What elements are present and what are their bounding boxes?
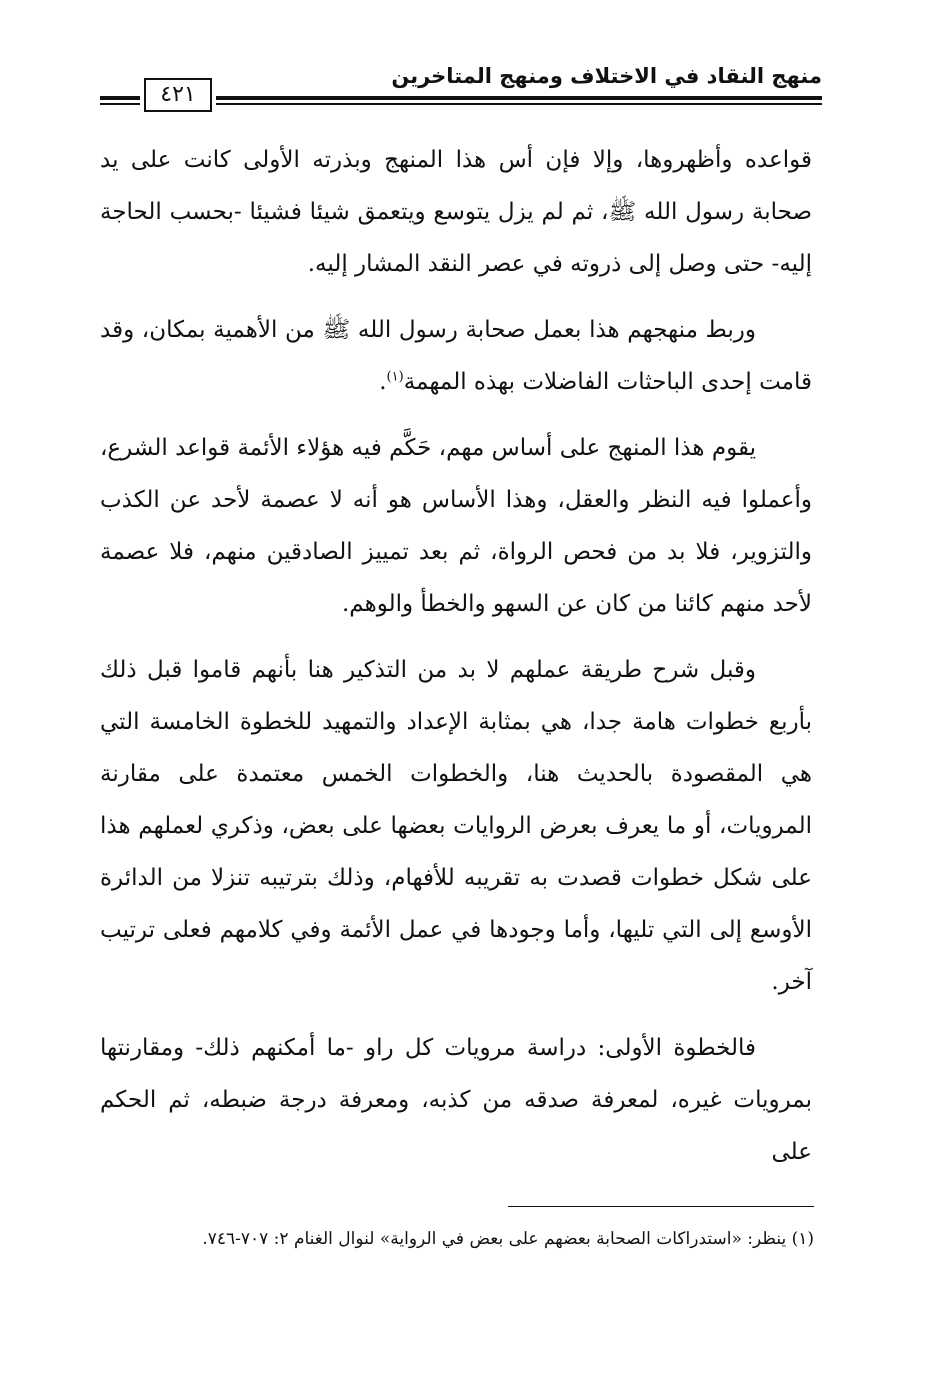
main-text bbox=[100, 134, 812, 1192]
footnote-reference[interactable]: (١) bbox=[386, 369, 404, 385]
header-rule-left-thick bbox=[100, 96, 140, 100]
page-number: ٤٢١ bbox=[144, 78, 212, 112]
paragraph-text: وربط منهجهم هذا بعمل صحابة رسول الله ﷺ من الأهمية بمكان، وقد قامت إحدى الباحثات الفاضلات بهذه المهمة bbox=[100, 317, 812, 395]
header-rule-left-thin bbox=[100, 103, 140, 105]
running-header bbox=[100, 58, 822, 120]
running-title: منهج النقاد في الاختلاف ومنهج المتاخرين bbox=[391, 64, 822, 88]
header-rule-right-thin bbox=[216, 103, 822, 105]
paragraph: قواعده وأظهروها، وإلا فإن أس هذا المنهج وبذرته الأولى كانت على يد صحابة رسول الله ﷺ، ثم لم يزل يتوسع ويتعمق شيئا فشيئا -بحسب الحاجة إليه- حتى وصل إلى ذروته في عصر النقد المشار إليه. bbox=[100, 147, 812, 277]
paragraph-end: . bbox=[379, 369, 387, 395]
paragraph bbox=[100, 304, 812, 408]
header-rule-right-thick bbox=[216, 96, 822, 100]
footnote-separator bbox=[508, 1206, 814, 1207]
paragraph: يقوم هذا المنهج على أساس مهم، حَكَّم فيه هؤلاء الأئمة قواعد الشرع، وأعملوا فيه النظر والعقل، وهذا الأساس هو أنه لا عصمة لأحد عن الكذب والتزوير، فلا بد من فحص الرواة، ثم بعد تمييز الصادقين منهم، فلا عصمة لأحد منهم كائنا من كان عن السهو والخطأ والوهم. bbox=[100, 435, 812, 617]
paragraph: وقبل شرح طريقة عملهم لا بد من التذكير هنا بأنهم قاموا قبل ذلك بأربع خطوات هامة جدا، هي بمثابة الإعداد والتمهيد للخطوة الخامسة التي هي المقصودة بالحديث هنا، والخطوات الخمس معتمدة على مقارنة المرويات، أو ما يعرف بعرض الروايات بعضها على بعض، وذكري لعملهم هذا على شكل خطوات قصدت به تقريبه للأفهام، وذلك بترتيبه تنزلا من الدائرة الأوسع إلى التي تليها، وأما وجودها في عمل الأئمة وفي كلامهم فعلى ترتيب آخر. bbox=[100, 657, 812, 995]
footnote: (١) ينظر: «استدراكات الصحابة بعضهم على بعض في الرواية» لنوال الغنام ٢: ٧٠٧-٧٤٦. bbox=[202, 1229, 814, 1249]
paragraph: فالخطوة الأولى: دراسة مرويات كل راو -ما أمكنهم ذلك- ومقارنتها بمرويات غيره، لمعرفة صدقه من كذبه، ومعرفة درجة ضبطه، ثم الحكم على bbox=[100, 1035, 812, 1165]
